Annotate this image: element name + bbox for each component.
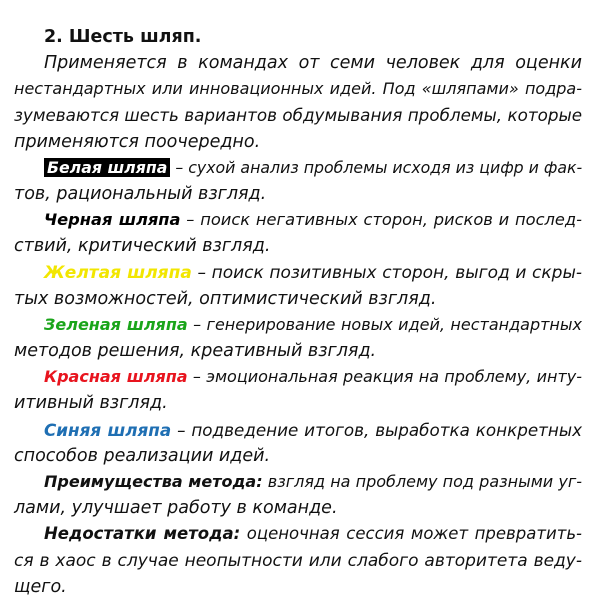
hat-white-label: Белая шляпа (44, 158, 170, 177)
hat-black-paragraph (14, 207, 582, 259)
intro-line-4: применяются поочередно. (14, 131, 261, 152)
hat-red-paragraph (14, 364, 582, 416)
intro-line-2: нестандартных или инновационных идей. Под «шляпами» подра- (14, 79, 582, 99)
drawbacks-text: оценочная сессия может превратить- (240, 524, 582, 544)
drawbacks-label: Недостатки метода: (44, 524, 241, 544)
hat-yellow-line-2: тых возможностей, оптимистический взгляд. (14, 288, 437, 309)
hat-white-text: – сухой анализ проблемы исходя из цифр и фак- (170, 157, 583, 177)
hat-yellow-line-1 (14, 260, 582, 286)
advantages-label: Преимущества метода: (44, 472, 263, 491)
hat-green-line-2: методов решения, креативный взгляд. (14, 341, 377, 362)
drawbacks-line-1 (14, 521, 582, 547)
advantages-text: взгляд на проблему под разными уг- (262, 472, 583, 491)
hat-red-label: Красная шляпа (44, 367, 188, 387)
advantages-paragraph (14, 469, 582, 521)
hat-green-line-1 (14, 312, 582, 338)
intro-line-1: Применяется в командах от семи человек для оценки (44, 53, 582, 73)
intro-line-3: зумеваются шесть вариантов обдумывания проблемы, которые (14, 105, 582, 126)
hat-black-line-2: ствий, критический взгляд. (14, 236, 271, 257)
hat-red-line-2: итивный взгляд. (14, 393, 168, 414)
hat-black-text: – поиск негативных сторон, рисков и послед- (180, 210, 583, 230)
hat-green-label: Зеленая шляпа (44, 314, 188, 334)
hat-blue-text: – подведение итогов, выработка конкретных (171, 419, 582, 440)
hat-yellow-paragraph (14, 260, 582, 312)
hat-white-paragraph (14, 155, 582, 207)
document-page (14, 24, 582, 600)
hat-red-text: – эмоциональная реакция на проблему, инту- (187, 367, 583, 387)
hat-white-line-2: тов, рациональный взгляд. (14, 183, 267, 204)
drawbacks-line-3: щего. (14, 576, 67, 597)
hat-blue-line-2: способов реализации идей. (14, 445, 271, 466)
hat-white-line-1 (14, 155, 582, 181)
hat-black-line-1 (14, 207, 582, 233)
advantages-line-2: лами, улучшает работу в команде. (14, 498, 338, 519)
hat-yellow-text: – поиск позитивных сторон, выгод и скры- (191, 262, 583, 283)
hat-green-text: – генерирование новых идей, нестандартных (187, 314, 582, 334)
hat-blue-label: Синяя шляпа (44, 419, 172, 440)
advantages-line-1 (14, 469, 582, 495)
intro-paragraph (14, 50, 582, 155)
hat-blue-paragraph (14, 417, 582, 469)
drawbacks-paragraph (14, 521, 582, 600)
hat-green-paragraph (14, 312, 582, 364)
hat-black-label: Черная шляпа (44, 210, 181, 230)
hat-red-line-1 (14, 364, 582, 390)
drawbacks-line-2: ся в хаос в случае неопытности или слабого авторитета веду- (14, 550, 582, 571)
hat-yellow-label: Желтая шляпа (44, 262, 192, 283)
section-heading: 2. Шесть шляп. (44, 27, 202, 47)
hat-blue-line-1 (14, 417, 582, 443)
